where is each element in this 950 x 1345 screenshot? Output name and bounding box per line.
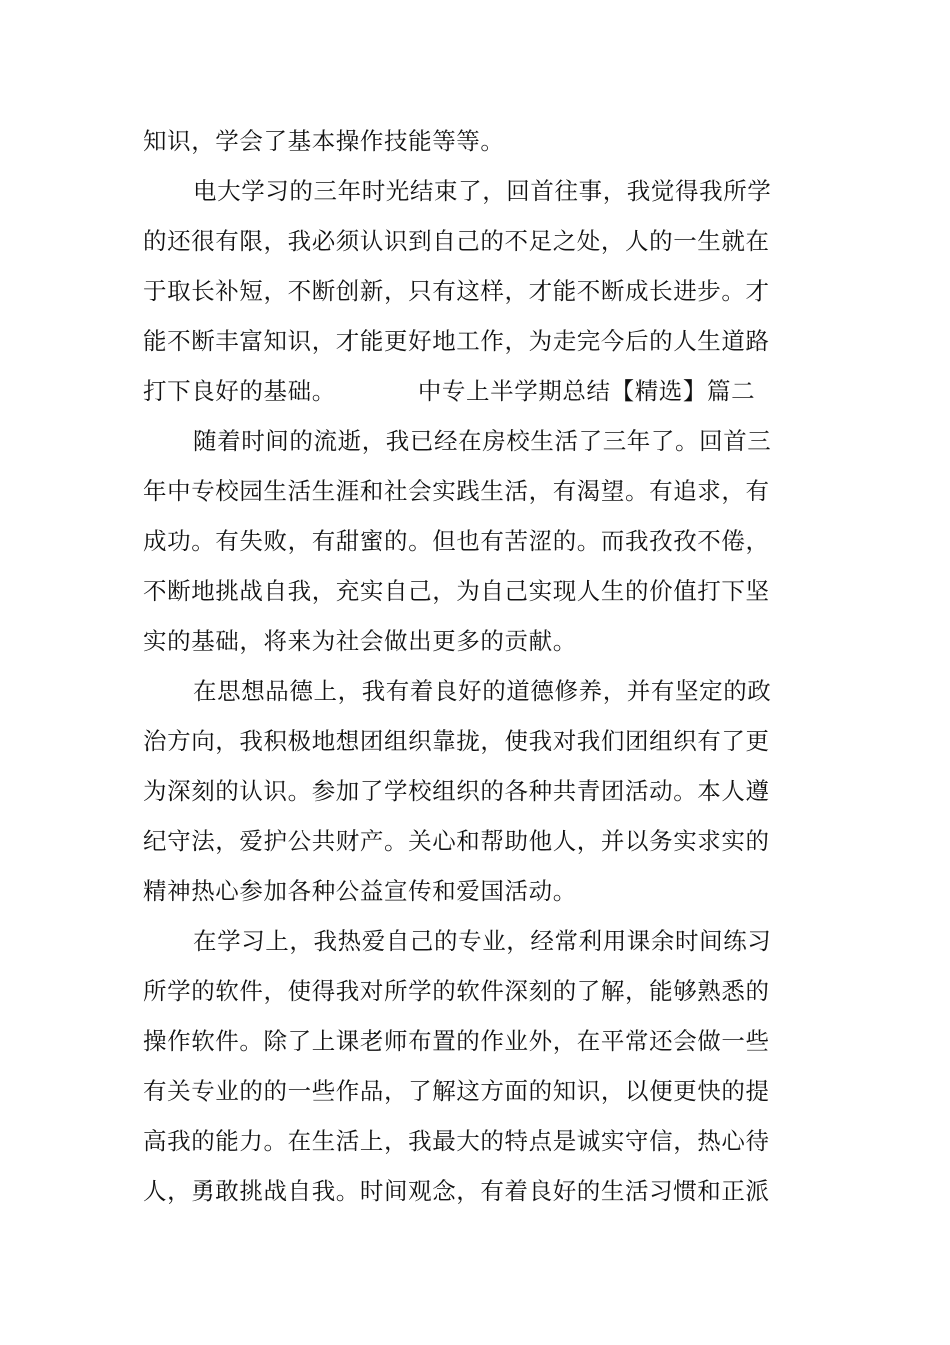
- text-line: 纪守法，爱护公共财产。关心和帮助他人，并以务实求实的: [143, 827, 770, 855]
- text-line: 于取长补短，不断创新，只有这样，才能不断成长进步。才: [143, 277, 770, 305]
- text-line-fragment: 打下良好的基础。: [143, 377, 336, 405]
- text-line: 人，勇敢挑战自我。时间观念，有着良好的生活习惯和正派: [143, 1177, 770, 1205]
- text-line-with-heading: [143, 366, 756, 416]
- text-line: 治方向，我积极地想团组织靠拢，使我对我们团组织有了更: [143, 727, 770, 755]
- text-line: 知识，学会了基本操作技能等等。: [143, 127, 505, 155]
- text-line: 的还很有限，我必须认识到自己的不足之处，人的一生就在: [143, 227, 770, 255]
- paragraph-start-line: 随着时间的流逝，我已经在房校生活了三年了。回首三: [193, 427, 772, 455]
- text-line: 操作软件。除了上课老师布置的作业外，在平常还会做一些: [143, 1027, 770, 1055]
- paragraph-start-line: 在思想品德上，我有着良好的道德修养，并有坚定的政: [193, 677, 772, 705]
- paragraph-start-line: 在学习上，我热爱自己的专业，经常利用课余时间练习: [193, 927, 772, 955]
- text-line: 为深刻的认识。参加了学校组织的各种共青团活动。本人遵: [143, 777, 770, 805]
- text-line: 所学的软件，使得我对所学的软件深刻的了解，能够熟悉的: [143, 977, 770, 1005]
- text-line: 不断地挑战自我，充实自己，为自己实现人生的价值打下坚: [143, 577, 770, 605]
- text-line: 高我的能力。在生活上，我最大的特点是诚实守信，热心待: [143, 1127, 770, 1155]
- text-line: 成功。有失败，有甜蜜的。但也有苦涩的。而我孜孜不倦，: [143, 527, 770, 555]
- text-line: 实的基础，将来为社会做出更多的贡献。: [143, 627, 577, 655]
- text-line: 精神热心参加各种公益宣传和爱国活动。: [143, 877, 577, 905]
- text-line: 年中专校园生活生涯和社会实践生活，有渴望。有追求，有: [143, 477, 770, 505]
- paragraph-start-line: 电大学习的三年时光结束了，回首往事，我觉得我所学: [193, 177, 772, 205]
- document-body: [143, 116, 772, 1216]
- text-line: 有关专业的的一些作品，了解这方面的知识，以便更快的提: [143, 1077, 770, 1105]
- section-heading: 中专上半学期总结【精选】篇二: [417, 377, 756, 405]
- text-line: 能不断丰富知识，才能更好地工作，为走完今后的人生道路: [143, 327, 770, 355]
